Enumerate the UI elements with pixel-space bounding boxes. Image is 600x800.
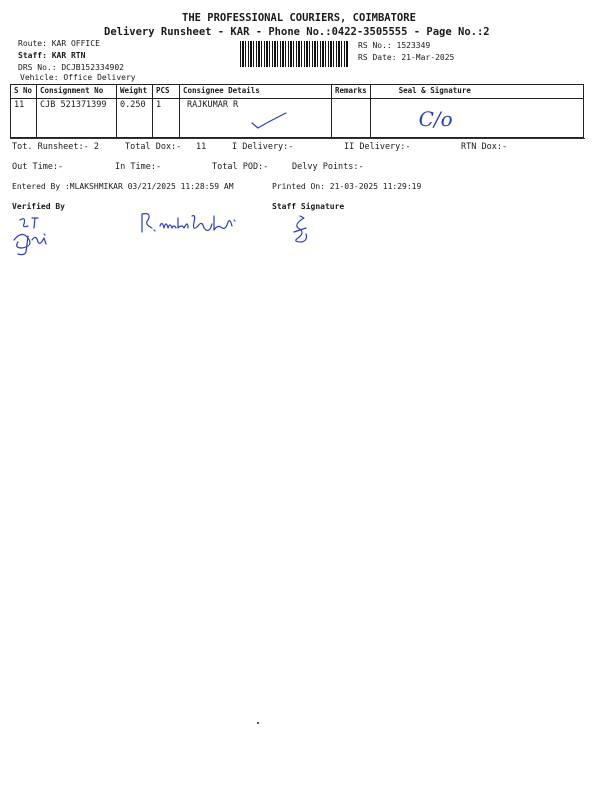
table-header-row <box>11 85 584 99</box>
staff-label: Staff: KAR RTN <box>18 51 86 60</box>
runsheet-table <box>10 84 584 138</box>
i-delivery: I Delivery:- <box>232 142 294 152</box>
tot-runsheet: Tot. Runsheet:- 2 <box>12 142 99 152</box>
col-consignee-header: Consignee Details <box>180 85 332 99</box>
col-sno-header: S No <box>11 85 37 99</box>
in-time: In Time:- <box>115 162 162 172</box>
col-remarks-header: Remarks <box>332 85 371 99</box>
drs-number: DRS No.: DCJB152334902 <box>18 63 124 72</box>
col-seal-header: Seal & Signature <box>370 85 583 99</box>
cell-pcs: 1 <box>153 99 180 138</box>
company-title: THE PROFESSIONAL COURIERS, COIMBATORE <box>182 12 416 24</box>
verified-signature <box>8 212 68 262</box>
rtn-dox: RTN Dox:- <box>461 142 508 152</box>
total-dox-label: Total Dox:- <box>125 142 182 152</box>
cell-seal <box>370 99 583 138</box>
total-dox-value: 11 <box>196 142 207 152</box>
receiver-signature <box>138 210 248 240</box>
seal-handwriting: C/o <box>418 107 453 131</box>
rs-number: RS No.: 1523349 <box>358 41 431 50</box>
barcode <box>240 41 348 67</box>
staff-signature <box>288 214 318 248</box>
route-label: Route: KAR OFFICE <box>18 39 100 48</box>
rs-date: RS Date: 21-Mar-2025 <box>358 53 455 62</box>
verified-by-label: Verified By <box>12 202 65 211</box>
vehicle-label: Vehicle: Office Delivery <box>20 73 136 82</box>
delvy-points: Delvy Points:- <box>292 162 364 172</box>
divider <box>10 138 585 139</box>
cell-consignee <box>180 99 332 138</box>
runsheet-subtitle: Delivery Runsheet - KAR - Phone No.:0422-3505555 - Page No.:2 <box>104 26 490 38</box>
scan-speck <box>257 722 259 724</box>
tick-mark <box>250 111 290 131</box>
consignee-name: RAJKUMAR R <box>187 100 239 110</box>
col-weight-header: Weight <box>117 85 153 99</box>
total-pod: Total POD:- <box>212 162 269 172</box>
col-consignment-header: Consignment No <box>37 85 117 99</box>
out-time: Out Time:- <box>12 162 64 172</box>
printed-on: Printed On: 21-03-2025 11:29:19 <box>272 182 422 191</box>
cell-remarks <box>332 99 371 138</box>
entered-by: Entered By :MLAKSHMIKAR 03/21/2025 11:28:59 AM <box>12 182 234 191</box>
col-pcs-header: PCS <box>153 85 180 99</box>
cell-consignment: CJB 521371399 <box>37 99 117 138</box>
ii-delivery: II Delivery:- <box>344 142 411 152</box>
staff-signature-label: Staff Signature <box>272 202 345 211</box>
cell-weight: 0.250 <box>117 99 153 138</box>
cell-sno: 11 <box>11 99 37 138</box>
table-row <box>11 99 584 138</box>
